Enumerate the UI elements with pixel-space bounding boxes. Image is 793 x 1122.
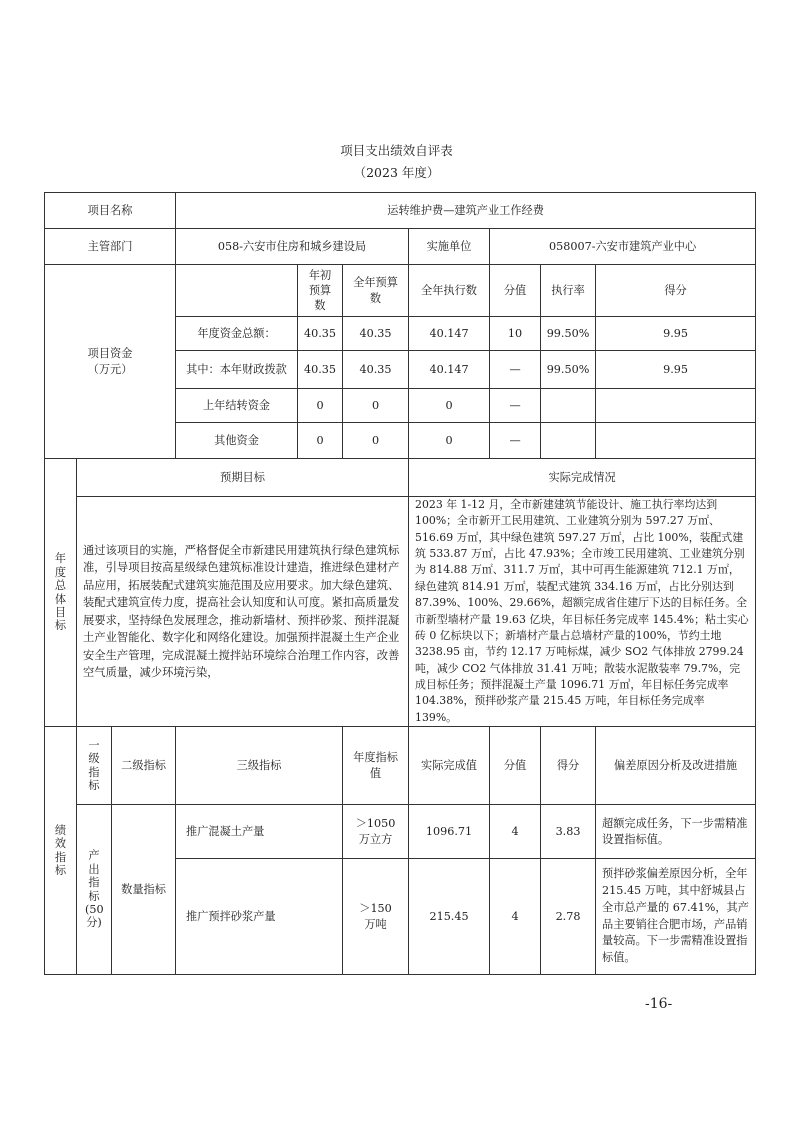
funds-rate: [541, 423, 596, 459]
department-row: [45, 229, 756, 265]
funds-section-label: [45, 265, 176, 459]
funds-initial: 0: [298, 389, 343, 423]
indicator-actual: 215.45: [409, 859, 490, 975]
funds-annual: 40.35: [343, 317, 409, 351]
page-number: -16-: [645, 996, 673, 1012]
funds-unit: （万元）: [87, 362, 133, 376]
actual-header: 实际完成值: [409, 727, 490, 805]
funds-executed: 0: [409, 423, 490, 459]
document-subtitle: （2023 年度）: [353, 165, 440, 180]
performance-table: [44, 192, 756, 975]
funds-annual: 40.35: [343, 351, 409, 389]
funds-score-value: —: [490, 423, 541, 459]
indicator-score: 3.83: [541, 805, 596, 859]
indicator-actual: 1096.71: [409, 805, 490, 859]
indicator-analysis: 超额完成任务，下一步需精准设置指标值。: [596, 805, 756, 859]
funds-score: [596, 389, 756, 423]
funds-rate: 99.50%: [541, 351, 596, 389]
goals-section-label: 年度总体目标: [45, 459, 77, 727]
funds-rate: 99.50%: [541, 317, 596, 351]
funds-score-value: —: [490, 389, 541, 423]
funds-annual: 0: [343, 423, 409, 459]
level1-value: 产出指标(50分): [77, 805, 112, 975]
target-header: 年度指标值: [343, 727, 409, 805]
funds-row-label: 年度资金总额：: [176, 317, 298, 351]
header-score-value: 分值: [490, 265, 541, 317]
funds-row-label: 其他资金: [176, 423, 298, 459]
funds-initial: 40.35: [298, 317, 343, 351]
goals-header-row: [45, 459, 756, 497]
funds-score-value: 10: [490, 317, 541, 351]
project-name-row: [45, 193, 756, 229]
indicators-section-label: 绩效指标: [45, 727, 77, 975]
indicator-target: ＞1050 万立方: [343, 805, 409, 859]
project-name-label: 项目名称: [45, 193, 176, 229]
indicator-score-value: 4: [490, 859, 541, 975]
department-label: 主管部门: [45, 229, 176, 265]
funds-header-blank: [176, 265, 298, 317]
funds-score: 9.95: [596, 351, 756, 389]
actual-result-header: 实际完成情况: [409, 459, 756, 497]
funds-executed: 40.147: [409, 317, 490, 351]
funds-annual: 0: [343, 389, 409, 423]
header-initial-budget: 年初预算数: [298, 265, 343, 317]
indicator-target: ＞150 万吨: [343, 859, 409, 975]
analysis-header: 偏差原因分析及改进措施: [596, 727, 756, 805]
funds-score-value: —: [490, 351, 541, 389]
project-name-value: 运转维护费—建筑产业工作经费: [176, 193, 756, 229]
funds-score: 9.95: [596, 317, 756, 351]
funds-row-label: 其中：本年财政拨款: [176, 351, 298, 389]
header-annual-budget: 全年预算数: [343, 265, 409, 317]
level2-header: 二级指标: [112, 727, 176, 805]
funds-executed: 40.147: [409, 351, 490, 389]
indicator-row: [45, 805, 756, 859]
score-header: 得分: [541, 727, 596, 805]
implementing-unit-value: 058007-六安市建筑产业中心: [490, 229, 756, 265]
goals-content-row: [45, 497, 756, 727]
indicator-score-value: 4: [490, 805, 541, 859]
header-execution-rate: 执行率: [541, 265, 596, 317]
expected-goal-header: 预期目标: [77, 459, 409, 497]
indicator-name: 推广预拌砂浆产量: [176, 859, 343, 975]
actual-result-text: 2023 年 1-12 月，全市新建建筑节能设计、施工执行率均达到 100%；全市新开工民用建筑、工业建筑分别为 597.27 万㎡、516.69 万㎡，其中绿色建筑 597.27 万㎡，占比 100%，装配式建筑 533.87 万㎡，占比 47.93%；全市竣工民用建筑、工业建筑分别为 814.88 万㎡、311.7 万㎡，其中可再生能源建筑 712.1 万㎡，绿色建筑 814.91 万㎡，装配式建筑 334.16 万㎡，占比分别达到 87.39%、100%、29.66%，超额完成省住建厅下达的目标任务。全市新型墙材产量 19.63 亿块，年目标任务完成率 145.4%；粘土实心砖 0 亿标块以下；新墙材产量占总墙材产量的100%，节约土地 3238.95 亩，节约 12.17 万吨标煤，减少 SO2 气体排放 2799.24 吨，减少 CO2 气体排放 31.41 万吨；散装水泥散装率 79.7%，完成目标任务；预拌混凝土产量 1096.71 万㎥，年目标任务完成率 104.38%，预拌砂浆产量 215.45 万吨，年目标任务完成率 139%。: [409, 497, 756, 727]
expected-goal-text: 通过该项目的实施，严格督促全市新建民用建筑执行绿色建筑标准，引导项目按高星级绿色建筑标准设计建造，推进绿色建材产品应用，拓展装配式建筑实施范围及应用要求。加大绿色建筑、装配式建筑宣传力度，提高社会认知度和认可度。紧扣高质量发展要求，坚持绿色发展理念，推动新墙材、预拌砂浆、预拌混凝土产业智能化、数字化和网络化建设。加强预拌混凝土生产企业安全生产管理，完成混凝土搅拌站环境综合治理工作内容，改善空气质量，减少环境污染，: [77, 497, 409, 727]
funds-executed: 0: [409, 389, 490, 423]
level2-value: 数量指标: [112, 805, 176, 975]
funds-rate: [541, 389, 596, 423]
header-executed: 全年执行数: [409, 265, 490, 317]
indicators-header-row: [45, 727, 756, 805]
funds-header-row: [45, 265, 756, 317]
document-title: 项目支出绩效自评表: [340, 143, 453, 158]
funds-label: 项目资金: [87, 347, 133, 361]
header-score: 得分: [596, 265, 756, 317]
funds-row-label: 上年结转资金: [176, 389, 298, 423]
department-value: 058-六安市住房和城乡建设局: [176, 229, 409, 265]
indicator-name: 推广混凝土产量: [176, 805, 343, 859]
indicator-score: 2.78: [541, 859, 596, 975]
implementing-unit-label: 实施单位: [409, 229, 490, 265]
funds-initial: 0: [298, 423, 343, 459]
level1-header: 一级指标: [77, 727, 112, 805]
funds-score: [596, 423, 756, 459]
score-value-header: 分值: [490, 727, 541, 805]
level3-header: 三级指标: [176, 727, 343, 805]
funds-initial: 40.35: [298, 351, 343, 389]
indicator-analysis: 预拌砂浆偏差原因分析，全年 215.45 万吨，其中舒城县占全市总产量的 67.41%，其产品主要销往合肥市场，产品销量较高。下一步需精准设置指标值。: [596, 859, 756, 975]
